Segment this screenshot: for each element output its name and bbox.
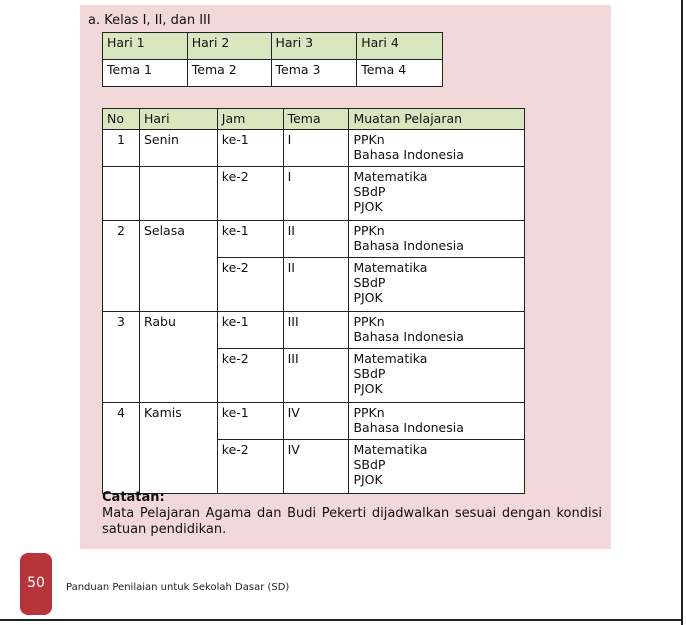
day-cell: Hari 2 xyxy=(187,33,271,60)
row-jam: ke-2 xyxy=(217,258,283,312)
row-subjects: PPKn Bahasa Indonesia xyxy=(349,130,525,167)
schedule-table xyxy=(102,108,525,494)
row-tema: II xyxy=(283,258,349,312)
row-jam: ke-1 xyxy=(217,403,283,440)
page-number: 50 xyxy=(27,575,45,591)
row-jam: ke-1 xyxy=(217,312,283,349)
theme-cell: Tema 2 xyxy=(187,60,271,87)
theme-table-row xyxy=(103,60,443,87)
row-day-empty xyxy=(139,167,217,221)
row-tema: IV xyxy=(283,440,349,494)
day-cell: Hari 4 xyxy=(357,33,443,60)
row-jam: ke-2 xyxy=(217,167,283,221)
theme-table-header-row xyxy=(103,33,443,60)
header-tema: Tema xyxy=(283,109,349,130)
row-subjects: PPKn Bahasa Indonesia xyxy=(349,403,525,440)
day-cell: Hari 3 xyxy=(271,33,357,60)
row-jam: ke-2 xyxy=(217,440,283,494)
footer-title: Panduan Penilaian untuk Sekolah Dasar (SD) xyxy=(66,582,290,593)
table-row xyxy=(103,167,525,221)
theme-cell: Tema 4 xyxy=(357,60,443,87)
row-day: Rabu xyxy=(139,312,217,403)
notes-body: Mata Pelajaran Agama dan Budi Pekerti dijadwalkan sesuai dengan kondisi satuan pendidikan. xyxy=(102,506,602,537)
row-subjects: Matematika SBdP PJOK xyxy=(349,349,525,403)
section-heading: a. Kelas I, II, dan III xyxy=(88,13,211,28)
row-jam: ke-1 xyxy=(217,130,283,167)
table-row xyxy=(103,403,525,440)
header-no: No xyxy=(103,109,140,130)
row-jam: ke-1 xyxy=(217,221,283,258)
page-frame-right-border xyxy=(681,0,683,625)
row-day: Kamis xyxy=(139,403,217,494)
header-hari: Hari xyxy=(139,109,217,130)
row-subjects: PPKn Bahasa Indonesia xyxy=(349,221,525,258)
header-muatan-pelajaran: Muatan Pelajaran xyxy=(349,109,525,130)
row-subjects: Matematika SBdP PJOK xyxy=(349,440,525,494)
schedule-header-row xyxy=(103,109,525,130)
row-subjects: Matematika SBdP PJOK xyxy=(349,167,525,221)
day-cell: Hari 1 xyxy=(103,33,188,60)
table-row xyxy=(103,312,525,349)
row-no: 3 xyxy=(103,312,140,403)
theme-table xyxy=(102,32,443,87)
theme-cell: Tema 3 xyxy=(271,60,357,87)
row-tema: II xyxy=(283,221,349,258)
page-frame-bottom-border xyxy=(0,619,683,621)
theme-cell: Tema 1 xyxy=(103,60,188,87)
row-tema: I xyxy=(283,130,349,167)
row-no: 2 xyxy=(103,221,140,312)
row-day: Selasa xyxy=(139,221,217,312)
row-day: Senin xyxy=(139,130,217,167)
row-tema: I xyxy=(283,167,349,221)
row-no: 4 xyxy=(103,403,140,494)
row-tema: III xyxy=(283,312,349,349)
header-jam: Jam xyxy=(217,109,283,130)
row-jam: ke-2 xyxy=(217,349,283,403)
row-tema: IV xyxy=(283,403,349,440)
row-no: 1 xyxy=(103,130,140,167)
notes-title: Catatan: xyxy=(102,490,165,505)
row-subjects: PPKn Bahasa Indonesia xyxy=(349,312,525,349)
row-subjects: Matematika SBdP PJOK xyxy=(349,258,525,312)
row-no-empty xyxy=(103,167,140,221)
row-tema: III xyxy=(283,349,349,403)
table-row xyxy=(103,221,525,258)
table-row xyxy=(103,130,525,167)
